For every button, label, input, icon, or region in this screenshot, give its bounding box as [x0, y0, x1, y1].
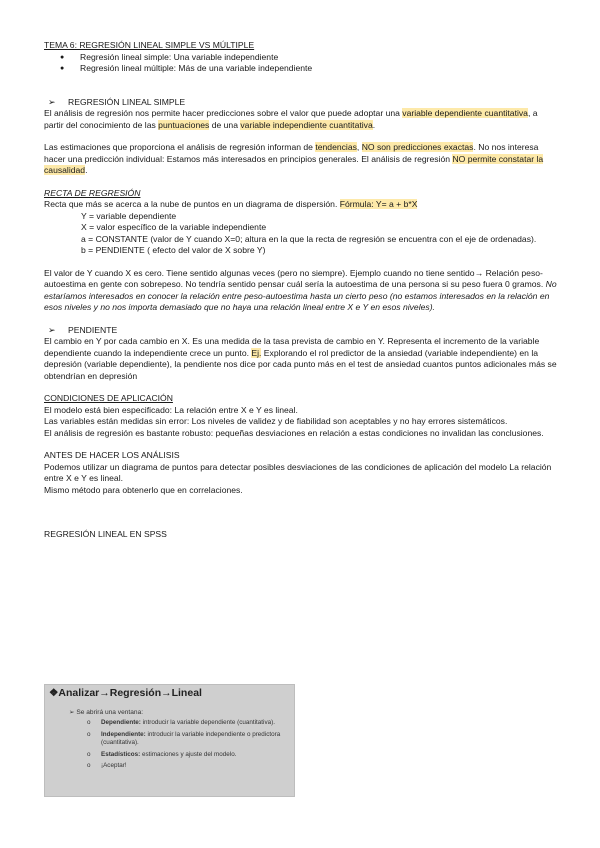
spss-menu-path: ❖Analizar→Regresión→Lineal: [49, 687, 202, 699]
circle-bullet-icon: o: [87, 750, 91, 758]
paragraph: [44, 108, 558, 131]
highlight: variable independiente cuantitativa: [240, 119, 373, 130]
circle-bullet-icon: o: [87, 719, 91, 726]
text-run: . No nos interesa hacer una predicción individual: Estamos más interesados en principios generales. El análisis de regresión: [44, 142, 539, 164]
text-run: .: [85, 165, 88, 175]
spss-instruction-list: [87, 719, 292, 774]
item-label: Estadísticos:: [101, 750, 141, 758]
text-run: El análisis de regresión nos permite hacer predicciones sobre el valor que puede adoptar una: [44, 108, 403, 118]
paragraph: El análisis de regresión es bastante robusto: pequeñas desviaciones en relación a estas condiciones no invalidan las conclusiones.: [44, 427, 544, 438]
page-title: TEMA 6: REGRESIÓN LINEAL SIMPLE VS MÚLTIPLE: [44, 40, 255, 50]
text-run: ,: [356, 142, 362, 152]
list-item: [87, 731, 292, 748]
text-run: .: [372, 119, 376, 130]
spss-screenshot-image: [44, 684, 295, 797]
item-label: Independiente:: [101, 730, 146, 738]
text-run: Las estimaciones que proporciona el análisis de regresión informan de: [44, 142, 316, 152]
subsection-heading-antes: ANTES DE HACER LOS ANÁLISIS: [44, 450, 180, 460]
paragraph: [44, 336, 558, 382]
circle-bullet-icon: o: [87, 762, 91, 770]
item-text: estimaciones y ajuste del modelo.: [140, 750, 237, 758]
paragraph: Podemos utilizar un diagrama de puntos para detectar posibles desviaciones de las condiciones de aplicación del modelo La relación entre X e Y es lineal.: [44, 461, 552, 483]
section-heading-simple: [44, 97, 558, 109]
list-item: [87, 751, 292, 760]
document-page: [44, 40, 558, 541]
item-text: introducir la variable independiente o predictora (cuantitativa).: [101, 730, 281, 747]
arrow-bullet-icon: ➢: [48, 96, 56, 107]
text-run: Explorando el rol predictor de la ansiedad (variable independiente) en la depresión (variable dependiente), la pendiente nos dice por cada punto más en el test de ansiedad cuantos puntos adicionales más se obtendrían en depresión: [44, 347, 557, 381]
paragraph: El modelo está bien especificado: La relación entre X e Y es lineal.: [44, 404, 298, 415]
circle-bullet-icon: o: [87, 730, 91, 738]
section-heading-text: REGRESIÓN LINEAL SIMPLE: [68, 96, 186, 107]
paragraph: [44, 142, 558, 177]
bullet-list: [44, 52, 558, 75]
list-item: [87, 762, 292, 771]
definition-list: [44, 211, 558, 257]
subsection-heading-spss: REGRESIÓN LINEAL EN SPSS: [44, 529, 167, 539]
highlight: tendencias: [315, 142, 357, 152]
subsection-heading-recta: RECTA DE REGRESIÓN: [44, 187, 141, 198]
definition-item: b = PENDIENTE ( efecto del valor de X sobre Y): [81, 245, 266, 255]
definition-item: a = CONSTANTE (valor de Y cuando X=0; altura en la que la recta de regresión se encuentra con el eje de ordenadas).: [81, 233, 537, 244]
paragraph: Mismo método para obtenerlo que en correlaciones.: [44, 484, 243, 495]
paragraph: Las variables están medidas sin error: Los niveles de validez y de fiabilidad son aceptables y no hay errores sistemáticos.: [44, 416, 508, 426]
highlight: puntuaciones: [158, 119, 210, 130]
list-item: ● Regresión lineal múltiple: Más de una variable independiente: [60, 63, 558, 75]
section-heading-pendiente: [44, 325, 558, 337]
item-text: introducir la variable dependiente (cuantitativa).: [140, 719, 275, 726]
highlight: Ej.: [251, 347, 262, 358]
italic-text: No estaríamos interesados en conocer la relación entre peso-autoestima hasta un cierto peso (no estamos interesados en la relación en esos niveles y no nos importa demasiado que no haya una relación lineal entre X e Y en esos niveles).: [44, 279, 557, 312]
paragraph: [44, 268, 558, 314]
arrow-bullet-icon: ➢: [48, 324, 56, 335]
highlight: NO permite constatar la causalidad: [44, 153, 544, 175]
text-run: El cambio en Y por cada cambio en X. Es una medida de la tasa prevista de cambio en Y. Representa el incremento de la variable dependiente cuando la independiente crece un punto.: [44, 336, 540, 358]
list-item: [87, 719, 292, 728]
list-item: ● Regresión lineal simple: Una variable independiente: [60, 52, 558, 64]
definition-item: X = valor específico de la variable independiente: [81, 222, 267, 232]
formula-highlight: Fórmula: Y= a + b*X: [339, 199, 418, 209]
text-run: El valor de Y cuando X es cero. Tiene sentido algunas veces (pero no siempre). Ejemplo cuando no tiene sentido→ Relación peso-autoestima en gente con sobrepeso. No tendría sentido pensar cuál sería la autoestima de una persona si su peso fuera 0 gramos.: [44, 267, 546, 289]
paragraph: [44, 199, 558, 211]
item-text: ¡Aceptar!: [101, 762, 127, 770]
section-heading-text: PENDIENTE: [68, 324, 118, 335]
highlight: NO son predicciones exactas: [361, 142, 474, 152]
definition-item: Y = variable dependiente: [81, 210, 177, 221]
spss-subheading: ➢ Se abrirá una ventana:: [69, 709, 144, 716]
highlight: variable dependiente cuantitativa: [402, 108, 528, 118]
item-label: Dependiente:: [101, 719, 141, 726]
text-run: Recta que más se acerca a la nube de puntos en un diagrama de dispersión.: [44, 199, 340, 209]
text-run: , a partir del conocimiento de las: [44, 108, 538, 130]
text-run: de una: [209, 119, 241, 130]
subsection-heading-condiciones: CONDICIONES DE APLICACIÓN: [44, 393, 173, 403]
